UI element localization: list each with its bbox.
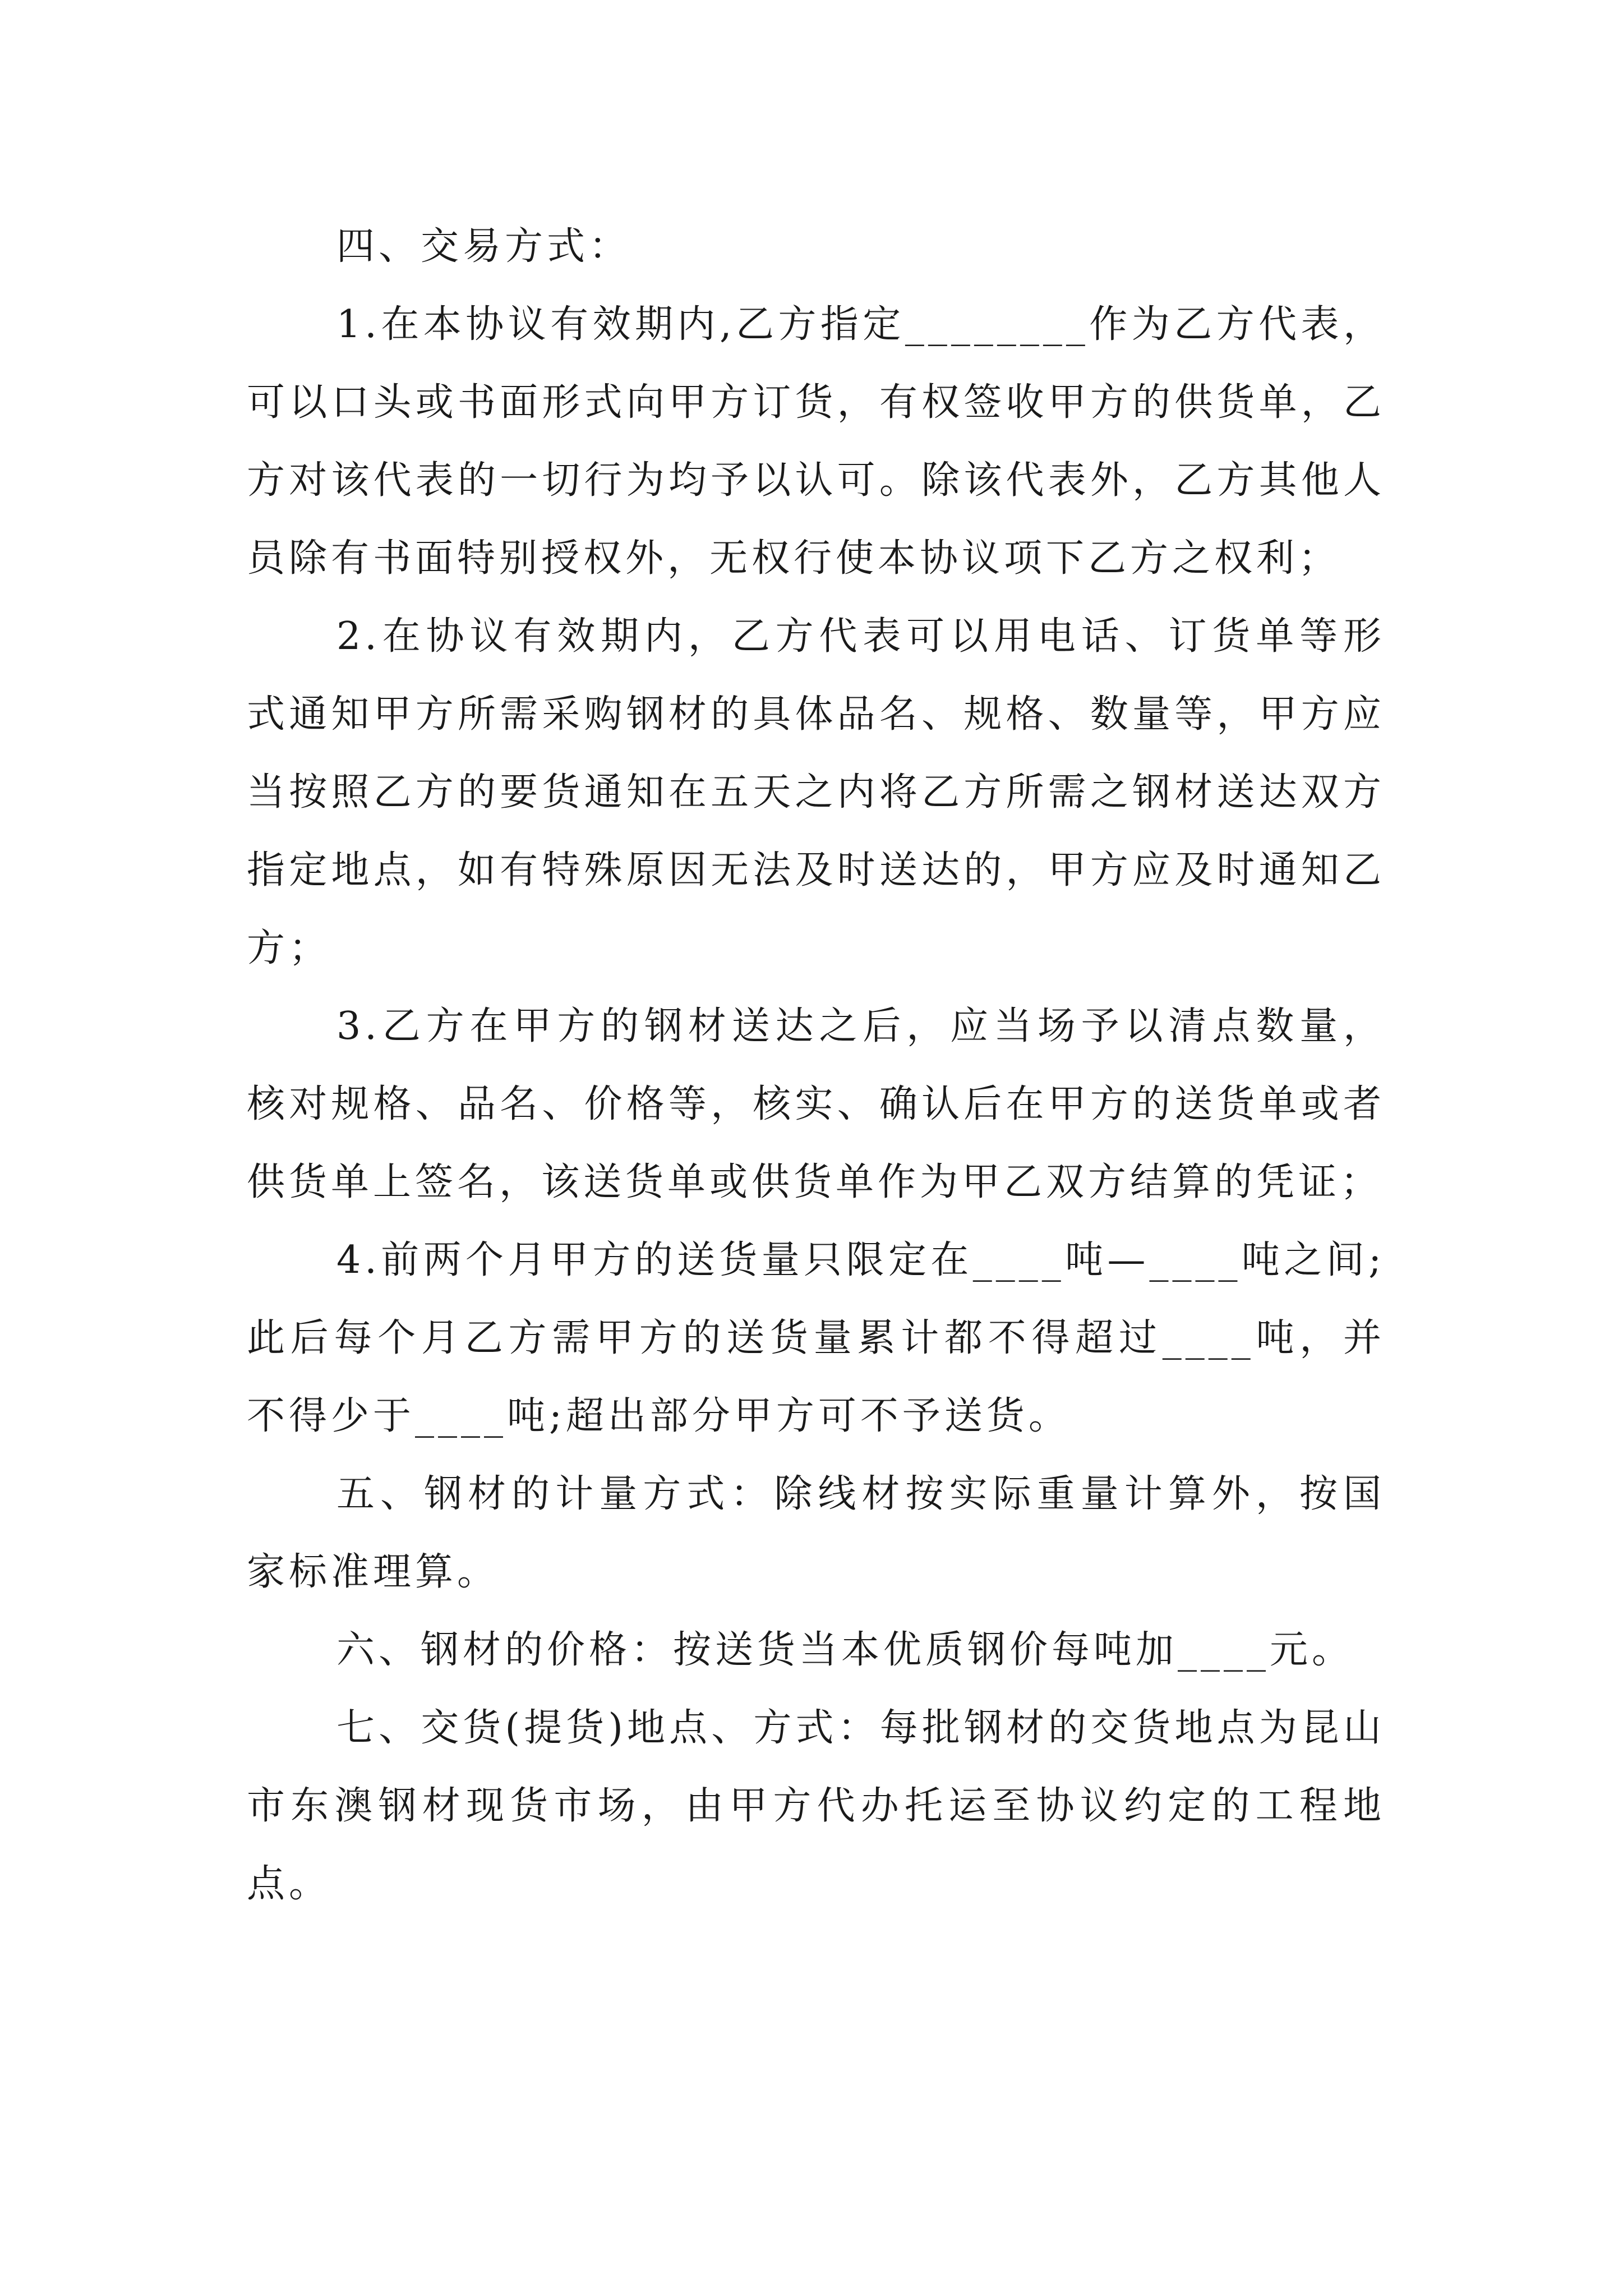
section-five-paragraph: 五、钢材的计量方式：除线材按实际重量计算外，按国家标准理算。: [247, 1472, 1385, 1594]
document-body: [247, 208, 1385, 1923]
section-seven-paragraph: 七、交货(提货)地点、方式：每批钢材的交货地点为昆山市东澳钢材现货市场，由甲方代办托运至协议约定的工程地点。: [247, 1706, 1385, 1906]
clause-2-paragraph: 2.在协议有效期内，乙方代表可以用电话、订货单等形式通知甲方所需采购钢材的具体品名、规格、数量等，甲方应当按照乙方的要货通知在五天之内将乙方所需之钢材送达双方指定地点，如有特殊原因无法及时送达的，甲方应及时通知乙方；: [247, 614, 1385, 970]
clause-3-paragraph: 3.乙方在甲方的钢材送达之后，应当场予以清点数量，核对规格、品名、价格等，核实、确认后在甲方的送货单或者供货单上签名，该送货单或供货单作为甲乙双方结算的凭证；: [247, 1004, 1385, 1204]
clause-4-paragraph: 4.前两个月甲方的送货量只限定在____吨—____吨之间;此后每个月乙方需甲方的送货量累计都不得超过____吨，并不得少于____吨;超出部分甲方可不予送货。: [247, 1238, 1385, 1438]
clause-1-paragraph: 1.在本协议有效期内,乙方指定________作为乙方代表，可以口头或书面形式向甲方订货，有权签收甲方的供货单，乙方对该代表的一切行为均予以认可。除该代表外，乙方其他人员除有书面特别授权外，无权行使本协议项下乙方之权利；: [247, 302, 1385, 581]
section-four-heading: 四、交易方式：: [336, 224, 631, 269]
section-six-paragraph: 六、钢材的价格：按送货当本优质钢价每吨加____元。: [336, 1628, 1354, 1672]
